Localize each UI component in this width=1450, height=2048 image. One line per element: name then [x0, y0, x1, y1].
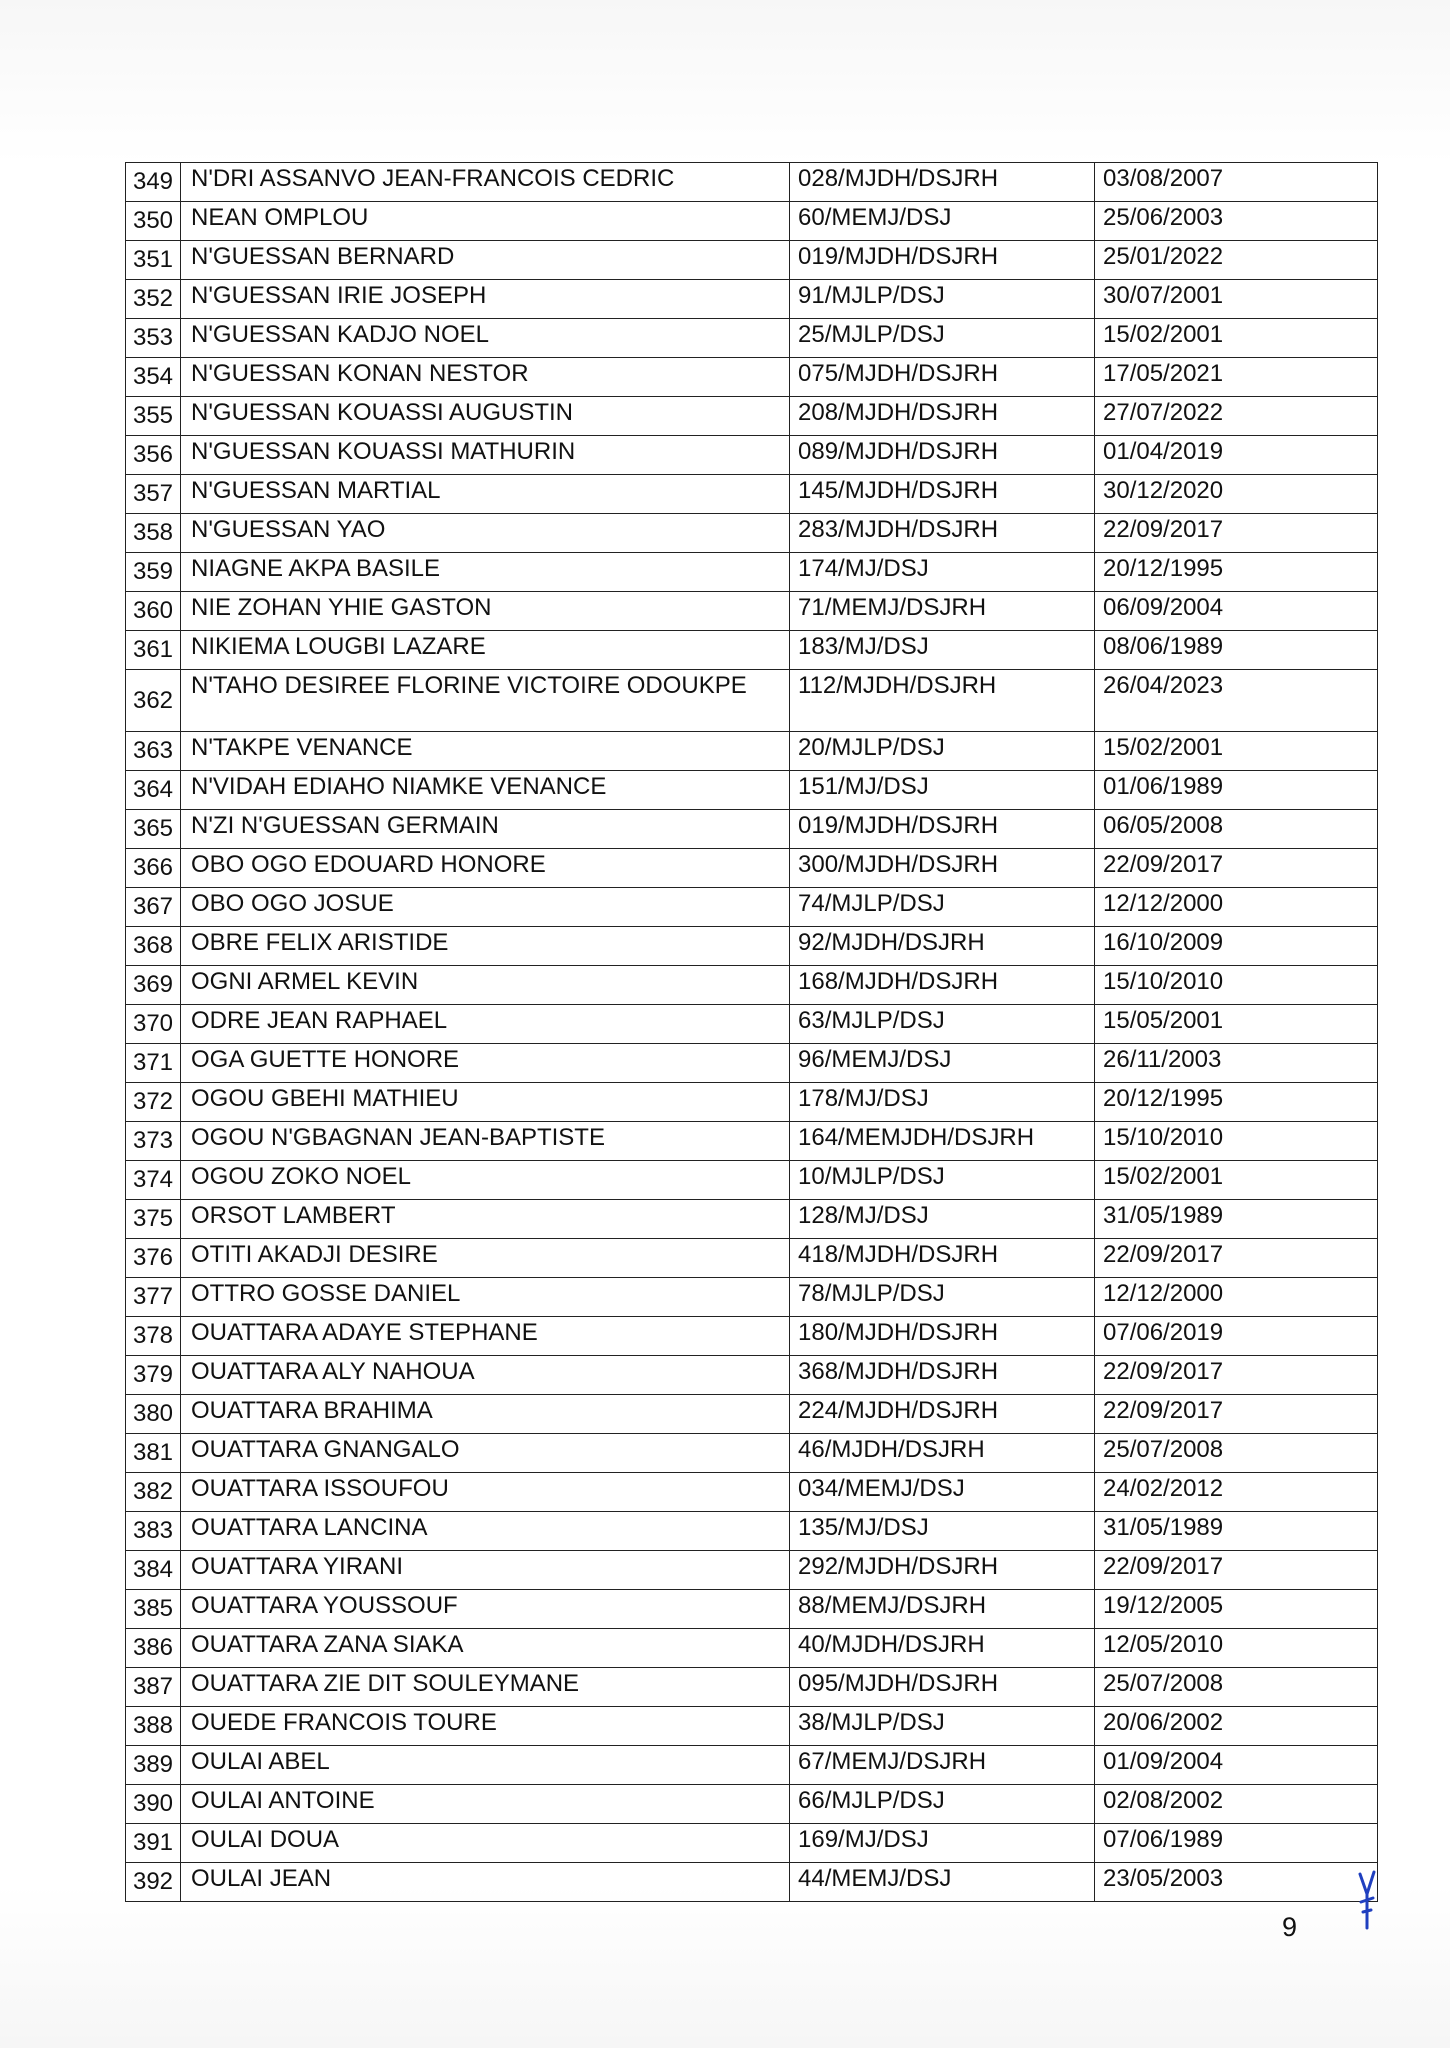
decree-date: 08/06/1989 [1095, 631, 1378, 670]
row-number: 351 [126, 241, 181, 280]
initials-mark [1356, 1868, 1378, 1936]
row-number: 358 [126, 514, 181, 553]
decree-date: 15/02/2001 [1095, 732, 1378, 771]
person-name: OULAI JEAN [181, 1863, 790, 1902]
table-row [126, 849, 1378, 888]
row-number: 354 [126, 358, 181, 397]
table-row [126, 1395, 1378, 1434]
row-number: 385 [126, 1590, 181, 1629]
table-row [126, 241, 1378, 280]
person-name: OUATTARA ISSOUFOU [181, 1473, 790, 1512]
row-number: 390 [126, 1785, 181, 1824]
table-row [126, 1863, 1378, 1902]
person-name: N'ZI N'GUESSAN GERMAIN [181, 810, 790, 849]
person-name: N'GUESSAN YAO [181, 514, 790, 553]
person-name: N'TAKPE VENANCE [181, 732, 790, 771]
table-row [126, 163, 1378, 202]
person-name: OULAI ANTOINE [181, 1785, 790, 1824]
row-number: 380 [126, 1395, 181, 1434]
row-number: 360 [126, 592, 181, 631]
person-name: OUATTARA ADAYE STEPHANE [181, 1317, 790, 1356]
decree-date: 07/06/2019 [1095, 1317, 1378, 1356]
person-name: OUATTARA ZIE DIT SOULEYMANE [181, 1668, 790, 1707]
decree-reference: 028/MJDH/DSJRH [790, 163, 1095, 202]
decree-reference: 20/MJLP/DSJ [790, 732, 1095, 771]
row-number: 392 [126, 1863, 181, 1902]
row-number: 363 [126, 732, 181, 771]
person-name: N'GUESSAN KOUASSI AUGUSTIN [181, 397, 790, 436]
decree-date: 31/05/1989 [1095, 1200, 1378, 1239]
table-row [126, 1083, 1378, 1122]
decree-reference: 168/MJDH/DSJRH [790, 966, 1095, 1005]
decree-reference: 019/MJDH/DSJRH [790, 810, 1095, 849]
row-number: 367 [126, 888, 181, 927]
decree-reference: 034/MEMJ/DSJ [790, 1473, 1095, 1512]
decree-reference: 44/MEMJ/DSJ [790, 1863, 1095, 1902]
decree-reference: 71/MEMJ/DSJRH [790, 592, 1095, 631]
person-name: OUATTARA LANCINA [181, 1512, 790, 1551]
decree-reference: 96/MEMJ/DSJ [790, 1044, 1095, 1083]
row-number: 377 [126, 1278, 181, 1317]
decree-reference: 78/MJLP/DSJ [790, 1278, 1095, 1317]
person-name: ODRE JEAN RAPHAEL [181, 1005, 790, 1044]
decree-reference: 180/MJDH/DSJRH [790, 1317, 1095, 1356]
decree-reference: 92/MJDH/DSJRH [790, 927, 1095, 966]
table-row [126, 1707, 1378, 1746]
person-name: OGOU GBEHI MATHIEU [181, 1083, 790, 1122]
decree-date: 26/04/2023 [1095, 670, 1378, 732]
decree-reference: 10/MJLP/DSJ [790, 1161, 1095, 1200]
person-name: N'GUESSAN BERNARD [181, 241, 790, 280]
table-row [126, 732, 1378, 771]
person-name: OULAI ABEL [181, 1746, 790, 1785]
table-row [126, 810, 1378, 849]
person-name: N'GUESSAN MARTIAL [181, 475, 790, 514]
decree-date: 03/08/2007 [1095, 163, 1378, 202]
decree-date: 01/09/2004 [1095, 1746, 1378, 1785]
decree-date: 26/11/2003 [1095, 1044, 1378, 1083]
row-number: 369 [126, 966, 181, 1005]
decree-reference: 095/MJDH/DSJRH [790, 1668, 1095, 1707]
decree-reference: 208/MJDH/DSJRH [790, 397, 1095, 436]
person-name: N'TAHO DESIREE FLORINE VICTOIRE ODOUKPE [181, 670, 790, 732]
person-name: OTITI AKADJI DESIRE [181, 1239, 790, 1278]
table-row [126, 280, 1378, 319]
decree-date: 15/10/2010 [1095, 966, 1378, 1005]
decree-date: 16/10/2009 [1095, 927, 1378, 966]
decree-reference: 60/MEMJ/DSJ [790, 202, 1095, 241]
decree-reference: 368/MJDH/DSJRH [790, 1356, 1095, 1395]
row-number: 359 [126, 553, 181, 592]
person-name: OUEDE FRANCOIS TOURE [181, 1707, 790, 1746]
decree-reference: 089/MJDH/DSJRH [790, 436, 1095, 475]
table-row [126, 1590, 1378, 1629]
decree-reference: 135/MJ/DSJ [790, 1512, 1095, 1551]
decree-reference: 224/MJDH/DSJRH [790, 1395, 1095, 1434]
decree-reference: 164/MEMJDH/DSJRH [790, 1122, 1095, 1161]
table-row [126, 670, 1378, 732]
table-row [126, 1239, 1378, 1278]
decree-reference: 169/MJ/DSJ [790, 1824, 1095, 1863]
row-number: 356 [126, 436, 181, 475]
row-number: 391 [126, 1824, 181, 1863]
row-number: 370 [126, 1005, 181, 1044]
table-row [126, 771, 1378, 810]
table-row [126, 927, 1378, 966]
decree-reference: 292/MJDH/DSJRH [790, 1551, 1095, 1590]
decree-date: 22/09/2017 [1095, 1395, 1378, 1434]
decree-reference: 91/MJLP/DSJ [790, 280, 1095, 319]
row-number: 349 [126, 163, 181, 202]
table-row [126, 1668, 1378, 1707]
decree-date: 22/09/2017 [1095, 1551, 1378, 1590]
decree-date: 25/07/2008 [1095, 1434, 1378, 1473]
person-name: N'VIDAH EDIAHO NIAMKE VENANCE [181, 771, 790, 810]
table-row [126, 358, 1378, 397]
row-number: 371 [126, 1044, 181, 1083]
decree-reference: 151/MJ/DSJ [790, 771, 1095, 810]
person-name: OUATTARA ZANA SIAKA [181, 1629, 790, 1668]
decree-date: 24/02/2012 [1095, 1473, 1378, 1512]
row-number: 376 [126, 1239, 181, 1278]
row-number: 364 [126, 771, 181, 810]
decree-reference: 178/MJ/DSJ [790, 1083, 1095, 1122]
table-row [126, 553, 1378, 592]
row-number: 361 [126, 631, 181, 670]
table-row [126, 966, 1378, 1005]
row-number: 352 [126, 280, 181, 319]
table-row [126, 514, 1378, 553]
decree-date: 20/12/1995 [1095, 553, 1378, 592]
table-row [126, 319, 1378, 358]
decree-date: 15/10/2010 [1095, 1122, 1378, 1161]
decree-reference: 019/MJDH/DSJRH [790, 241, 1095, 280]
decree-date: 01/04/2019 [1095, 436, 1378, 475]
decree-date: 31/05/1989 [1095, 1512, 1378, 1551]
table-row [126, 1044, 1378, 1083]
decree-reference: 88/MEMJ/DSJRH [790, 1590, 1095, 1629]
row-number: 382 [126, 1473, 181, 1512]
decree-reference: 38/MJLP/DSJ [790, 1707, 1095, 1746]
page-number: 9 [1282, 1912, 1298, 1942]
decree-date: 20/06/2002 [1095, 1707, 1378, 1746]
row-number: 389 [126, 1746, 181, 1785]
row-number: 386 [126, 1629, 181, 1668]
decree-date: 25/01/2022 [1095, 241, 1378, 280]
row-number: 350 [126, 202, 181, 241]
table-row [126, 1473, 1378, 1512]
person-name: NIAGNE AKPA BASILE [181, 553, 790, 592]
person-name: NIKIEMA LOUGBI LAZARE [181, 631, 790, 670]
table-row [126, 1785, 1378, 1824]
table-row [126, 475, 1378, 514]
person-name: OBO OGO JOSUE [181, 888, 790, 927]
person-name: OULAI DOUA [181, 1824, 790, 1863]
row-number: 375 [126, 1200, 181, 1239]
person-name: OGA GUETTE HONORE [181, 1044, 790, 1083]
row-number: 379 [126, 1356, 181, 1395]
decree-date: 22/09/2017 [1095, 1239, 1378, 1278]
row-number: 381 [126, 1434, 181, 1473]
row-number: 362 [126, 670, 181, 732]
decree-date: 06/05/2008 [1095, 810, 1378, 849]
decree-date: 25/06/2003 [1095, 202, 1378, 241]
person-name: NEAN OMPLOU [181, 202, 790, 241]
decree-reference: 46/MJDH/DSJRH [790, 1434, 1095, 1473]
table-row [126, 1005, 1378, 1044]
row-number: 366 [126, 849, 181, 888]
decree-date: 22/09/2017 [1095, 514, 1378, 553]
decree-reference: 075/MJDH/DSJRH [790, 358, 1095, 397]
decree-date: 22/09/2017 [1095, 1356, 1378, 1395]
decree-date: 12/05/2010 [1095, 1629, 1378, 1668]
decree-reference: 418/MJDH/DSJRH [790, 1239, 1095, 1278]
table-row [126, 888, 1378, 927]
row-number: 383 [126, 1512, 181, 1551]
decree-date: 19/12/2005 [1095, 1590, 1378, 1629]
table-row [126, 1629, 1378, 1668]
table-row [126, 1356, 1378, 1395]
decree-date: 15/02/2001 [1095, 1161, 1378, 1200]
person-name: OUATTARA BRAHIMA [181, 1395, 790, 1434]
person-name: OGOU N'GBAGNAN JEAN-BAPTISTE [181, 1122, 790, 1161]
decree-reference: 67/MEMJ/DSJRH [790, 1746, 1095, 1785]
person-name: OUATTARA ALY NAHOUA [181, 1356, 790, 1395]
table-row [126, 631, 1378, 670]
row-number: 374 [126, 1161, 181, 1200]
row-number: 378 [126, 1317, 181, 1356]
decree-reference: 112/MJDH/DSJRH [790, 670, 1095, 732]
decree-reference: 63/MJLP/DSJ [790, 1005, 1095, 1044]
decree-reference: 66/MJLP/DSJ [790, 1785, 1095, 1824]
decree-reference: 300/MJDH/DSJRH [790, 849, 1095, 888]
decree-reference: 40/MJDH/DSJRH [790, 1629, 1095, 1668]
row-number: 357 [126, 475, 181, 514]
registry-table-body [126, 163, 1378, 1902]
row-number: 353 [126, 319, 181, 358]
row-number: 368 [126, 927, 181, 966]
row-number: 372 [126, 1083, 181, 1122]
person-name: OBO OGO EDOUARD HONORE [181, 849, 790, 888]
decree-date: 12/12/2000 [1095, 1278, 1378, 1317]
row-number: 355 [126, 397, 181, 436]
person-name: OUATTARA GNANGALO [181, 1434, 790, 1473]
registry-table [125, 162, 1378, 1902]
table-row [126, 1122, 1378, 1161]
person-name: N'GUESSAN KADJO NOEL [181, 319, 790, 358]
person-name: OGNI ARMEL KEVIN [181, 966, 790, 1005]
decree-date: 02/08/2002 [1095, 1785, 1378, 1824]
decree-reference: 25/MJLP/DSJ [790, 319, 1095, 358]
person-name: ORSOT LAMBERT [181, 1200, 790, 1239]
decree-date: 12/12/2000 [1095, 888, 1378, 927]
decree-date: 17/05/2021 [1095, 358, 1378, 397]
table-row [126, 1824, 1378, 1863]
table-row [126, 397, 1378, 436]
decree-date: 07/06/1989 [1095, 1824, 1378, 1863]
decree-reference: 283/MJDH/DSJRH [790, 514, 1095, 553]
table-row [126, 1434, 1378, 1473]
table-row [126, 1512, 1378, 1551]
person-name: N'GUESSAN KONAN NESTOR [181, 358, 790, 397]
decree-date: 30/07/2001 [1095, 280, 1378, 319]
table-row [126, 1278, 1378, 1317]
decree-reference: 174/MJ/DSJ [790, 553, 1095, 592]
person-name: N'GUESSAN KOUASSI MATHURIN [181, 436, 790, 475]
decree-date: 01/06/1989 [1095, 771, 1378, 810]
person-name: OGOU ZOKO NOEL [181, 1161, 790, 1200]
table-row [126, 1200, 1378, 1239]
row-number: 365 [126, 810, 181, 849]
table-row [126, 1746, 1378, 1785]
person-name: N'GUESSAN IRIE JOSEPH [181, 280, 790, 319]
decree-date: 30/12/2020 [1095, 475, 1378, 514]
row-number: 384 [126, 1551, 181, 1590]
decree-date: 15/02/2001 [1095, 319, 1378, 358]
decree-reference: 74/MJLP/DSJ [790, 888, 1095, 927]
decree-reference: 128/MJ/DSJ [790, 1200, 1095, 1239]
person-name: N'DRI ASSANVO JEAN-FRANCOIS CEDRIC [181, 163, 790, 202]
row-number: 387 [126, 1668, 181, 1707]
decree-reference: 145/MJDH/DSJRH [790, 475, 1095, 514]
decree-date: 23/05/2003 [1095, 1863, 1378, 1902]
person-name: OTTRO GOSSE DANIEL [181, 1278, 790, 1317]
decree-date: 20/12/1995 [1095, 1083, 1378, 1122]
row-number: 388 [126, 1707, 181, 1746]
table-row [126, 1317, 1378, 1356]
table-row [126, 202, 1378, 241]
table-row [126, 1161, 1378, 1200]
decree-reference: 183/MJ/DSJ [790, 631, 1095, 670]
table-row [126, 1551, 1378, 1590]
person-name: OBRE FELIX ARISTIDE [181, 927, 790, 966]
person-name: NIE ZOHAN YHIE GASTON [181, 592, 790, 631]
decree-date: 27/07/2022 [1095, 397, 1378, 436]
decree-date: 22/09/2017 [1095, 849, 1378, 888]
person-name: OUATTARA YIRANI [181, 1551, 790, 1590]
row-number: 373 [126, 1122, 181, 1161]
table-row [126, 592, 1378, 631]
decree-date: 25/07/2008 [1095, 1668, 1378, 1707]
table-row [126, 436, 1378, 475]
decree-date: 06/09/2004 [1095, 592, 1378, 631]
person-name: OUATTARA YOUSSOUF [181, 1590, 790, 1629]
decree-date: 15/05/2001 [1095, 1005, 1378, 1044]
